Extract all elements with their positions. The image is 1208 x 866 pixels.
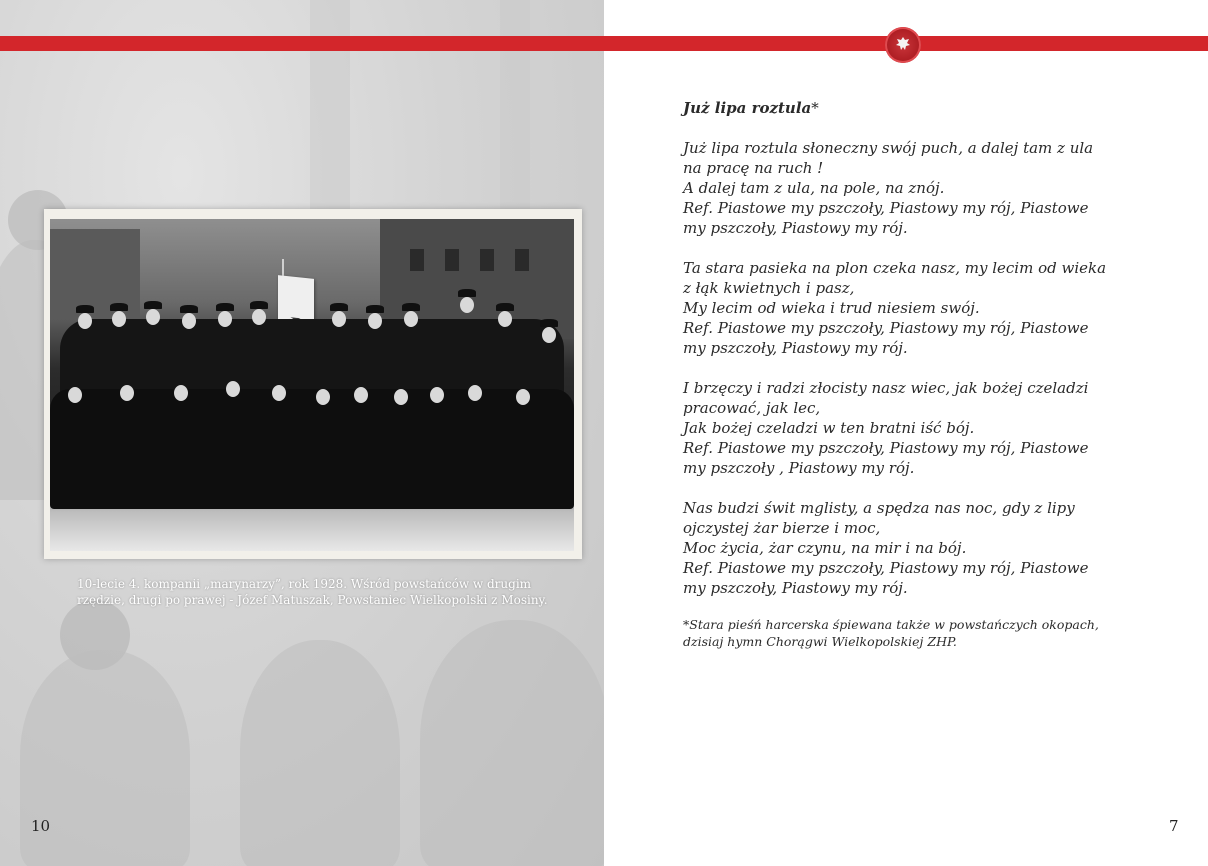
photo-figure-row: [50, 389, 574, 509]
stanza-line: Ta stara pasieka na plon czeka nasz, my lecim od wieka z łąk kwietnych i pasz,: [683, 259, 1107, 297]
photo-face: [252, 309, 266, 325]
photo-face: [332, 311, 346, 327]
photo-face: [146, 309, 160, 325]
photo-window: [480, 249, 494, 271]
photo-cap: [216, 303, 234, 311]
photo-cap: [540, 319, 558, 327]
header-red-bar: [0, 36, 1208, 51]
photo-caption: 10-lecie 4. kompanii „marynarzy”, rok 1928. Wśród powstańców w drugim rzędzie, drugi po prawej - Józef Matuszak, Powstaniec Wielkopolski z Mosiny.: [77, 577, 548, 607]
photo-face: [354, 387, 368, 403]
photo-face: [120, 385, 134, 401]
eagle-emblem-icon: [885, 27, 921, 63]
photo-face: [272, 385, 286, 401]
background-figure: [240, 640, 400, 866]
eagle-icon: [894, 35, 912, 53]
photo-cap: [180, 305, 198, 313]
photo-face: [218, 311, 232, 327]
photo-face: [226, 381, 240, 397]
photo-cap: [496, 303, 514, 311]
stanza-3: [683, 378, 1113, 478]
stanza-line: Już lipa roztula słoneczny swój puch, a dalej tam z ula na pracę na ruch !: [683, 139, 1094, 177]
stanza-refrain: Ref. Piastowe my pszczoły, Piastowy my rój, Piastowe my pszczoły , Piastowy my rój.: [683, 439, 1089, 477]
photo-window: [445, 249, 459, 271]
photo-face: [78, 313, 92, 329]
photo-cap: [402, 303, 420, 311]
stanza-refrain: Ref. Piastowe my pszczoły, Piastowy my rój, Piastowe my pszczoły, Piastowy my rój.: [683, 199, 1089, 237]
photo-face: [430, 387, 444, 403]
song-title: [683, 98, 1113, 118]
page-number-right: 7: [1169, 817, 1179, 835]
photo-cap: [144, 301, 162, 309]
photo-face: [460, 297, 474, 313]
stanza-2: [683, 258, 1113, 358]
page-number-left: 10: [31, 817, 51, 835]
photo-window: [410, 249, 424, 271]
stanza-line: Nas budzi świt mglisty, a spędza nas noc, gdy z lipy ojczystej żar bierze i moc,: [683, 499, 1075, 537]
stanza-refrain: Ref. Piastowe my pszczoły, Piastowy my rój, Piastowe my pszczoły, Piastowy my rój.: [683, 559, 1089, 597]
photo-face: [394, 389, 408, 405]
photo-face: [516, 389, 530, 405]
photo-face: [316, 389, 330, 405]
photo-cap: [458, 289, 476, 297]
photo-cap: [250, 301, 268, 309]
photo-cap: [110, 303, 128, 311]
stanza-4: [683, 498, 1113, 598]
historical-photo-frame: [44, 209, 582, 559]
photo-face: [468, 385, 482, 401]
stanza-1: [683, 138, 1113, 238]
photo-cap: [366, 305, 384, 313]
photo-face: [542, 327, 556, 343]
photo-face: [498, 311, 512, 327]
stanza-line: A dalej tam z ula, na pole, na znój.: [683, 179, 945, 197]
stanza-refrain: Ref. Piastowe my pszczoły, Piastowy my rój, Piastowe my pszczoły, Piastowy my rój.: [683, 319, 1089, 357]
photo-face: [112, 311, 126, 327]
photo-face: [404, 311, 418, 327]
background-figure: [420, 620, 604, 866]
photo-cap: [76, 305, 94, 313]
photo-face: [174, 385, 188, 401]
photo-face: [368, 313, 382, 329]
historical-group-photo: [50, 219, 574, 551]
stanza-line: I brzęczy i radzi złocisty nasz wiec, jak bożej czeladzi pracować, jak lec,: [683, 379, 1089, 417]
song-footnote: *Stara pieśń harcerska śpiewana także w powstańczych okopach, dzisiaj hymn Chorągwi Wielkopolskiej ZHP.: [683, 617, 1099, 649]
song-title-text: Już lipa roztula: [683, 99, 812, 117]
photo-cap: [330, 303, 348, 311]
stanza-line: My lecim od wieka i trud niesiem swój.: [683, 299, 980, 317]
photo-window: [515, 249, 529, 271]
song-text-block: [683, 98, 1113, 663]
song-title-footnote-mark: *: [811, 99, 819, 117]
photo-face: [182, 313, 196, 329]
stanza-line: Moc życia, żar czynu, na mir i na bój.: [683, 539, 967, 557]
stanza-line: Jak bożej czeladzi w ten bratni iść bój.: [683, 419, 975, 437]
photo-face: [68, 387, 82, 403]
